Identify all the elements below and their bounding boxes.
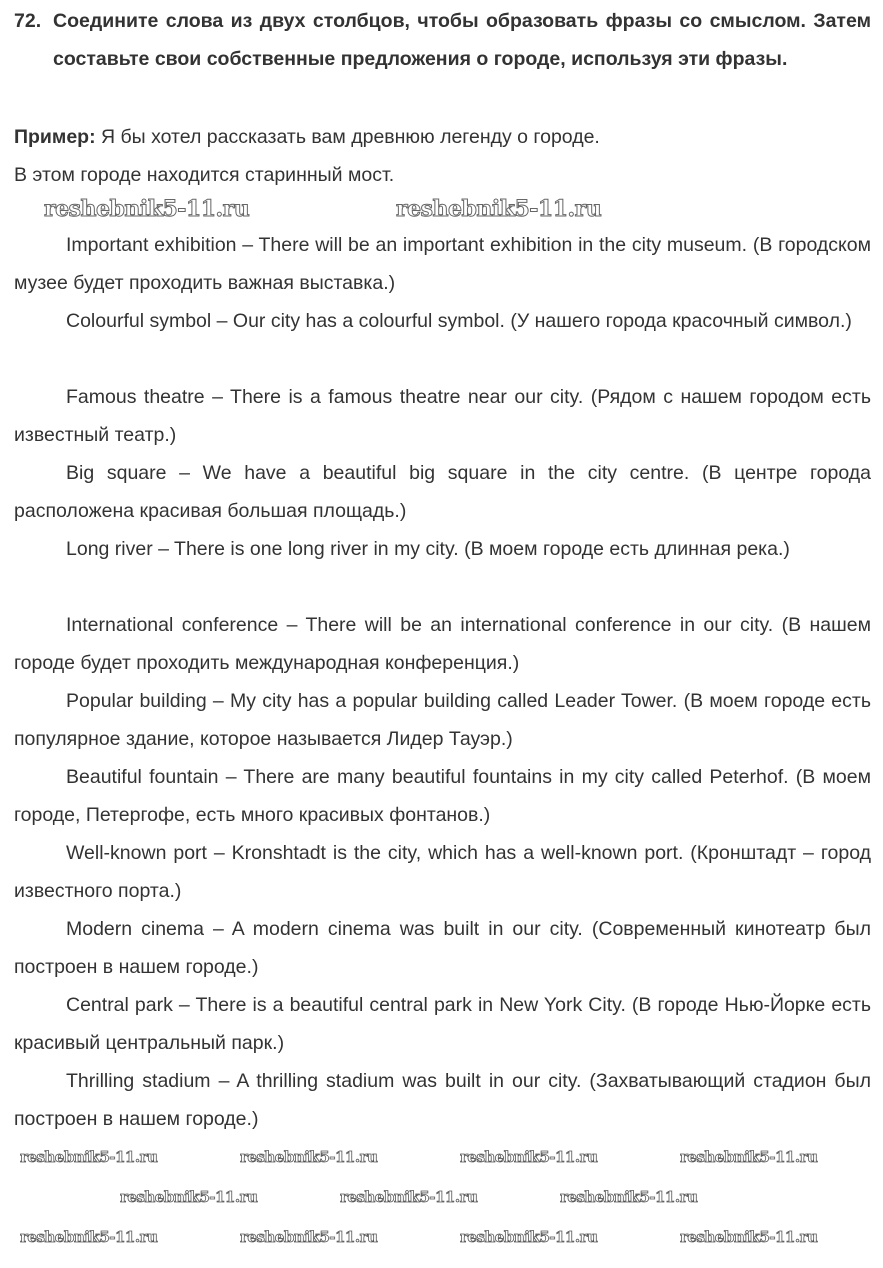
answer-item: International conference – There will be an international conference in our city. (В нашем городе будет проходить международная конференция.) [14, 614, 871, 674]
watermark: reshebnik5-11.ru [120, 1188, 258, 1206]
answer-item: Colourful symbol – Our city has a colourful symbol. (У нашего города красочный символ.) [66, 310, 852, 332]
watermark: reshebnik5-11.ru [340, 1188, 478, 1206]
watermark: reshebnik5-11.ru [460, 1228, 598, 1246]
answers-list [14, 226, 871, 1138]
watermark: reshebnik5-11.ru [240, 1148, 378, 1166]
example-line-2: В этом городе находится старинный мост. [14, 164, 395, 186]
task-heading [14, 2, 871, 78]
watermark: reshebnik5-11.ru [460, 1148, 598, 1166]
answer-item: Modern cinema – A modern cinema was built in our city. (Современный кинотеатр был построен в нашем городе.) [14, 918, 871, 978]
answer-item: Important exhibition – There will be an important exhibition in the city museum. (В городском музее будет проходить важная выставка.) [14, 234, 871, 294]
example-label: Пример: [14, 126, 96, 148]
answer-item: Big square – We have a beautiful big square in the city centre. (В центре города расположена красивая большая площадь.) [14, 462, 871, 522]
watermark: reshebnik5-11.ru [20, 1228, 158, 1246]
watermark: reshebnik5-11.ru [240, 1228, 378, 1246]
answer-item: Thrilling stadium – A thrilling stadium was built in our city. (Захватывающий стадион был построен в нашем городе.) [14, 1070, 871, 1130]
answer-item: Beautiful fountain – There are many beautiful fountains in my city called Peterhof. (В моем городе, Петергофе, есть много красивых фонтанов.) [14, 766, 871, 826]
watermark: reshebnik5-11.ru [20, 1148, 158, 1166]
answer-item: Popular building – My city has a popular building called Leader Tower. (В моем городе есть популярное здание, которое называется Лидер Тауэр.) [14, 690, 871, 750]
task-number: 72. [14, 10, 42, 32]
answer-item: Well-known port – Kronshtadt is the city, which has a well-known port. (Кронштадт – город известного порта.) [14, 842, 871, 902]
watermark: reshebnik5-11.ru [560, 1188, 698, 1206]
answer-item: Central park – There is a beautiful central park in New York City. (В городе Нью-Йорке есть красивый центральный парк.) [14, 994, 871, 1054]
watermark: reshebnik5-11.ru [680, 1228, 818, 1246]
answer-item: Famous theatre – There is a famous theatre near our city. (Рядом с нашем городом есть известный театр.) [14, 386, 871, 446]
watermark: reshebnik5-11.ru [396, 196, 602, 222]
answer-item: Long river – There is one long river in my city. (В моем городе есть длинная река.) [66, 538, 790, 560]
watermark: reshebnik5-11.ru [44, 196, 250, 222]
example [14, 118, 871, 194]
task-text: Соедините слова из двух столбцов, чтобы образовать фразы со смыслом. Затем составьте свои собственные предложения о городе, используя эти фразы. [53, 10, 871, 70]
watermark: reshebnik5-11.ru [680, 1148, 818, 1166]
example-line-1: Я бы хотел рассказать вам древнюю легенду о городе. [95, 126, 600, 148]
